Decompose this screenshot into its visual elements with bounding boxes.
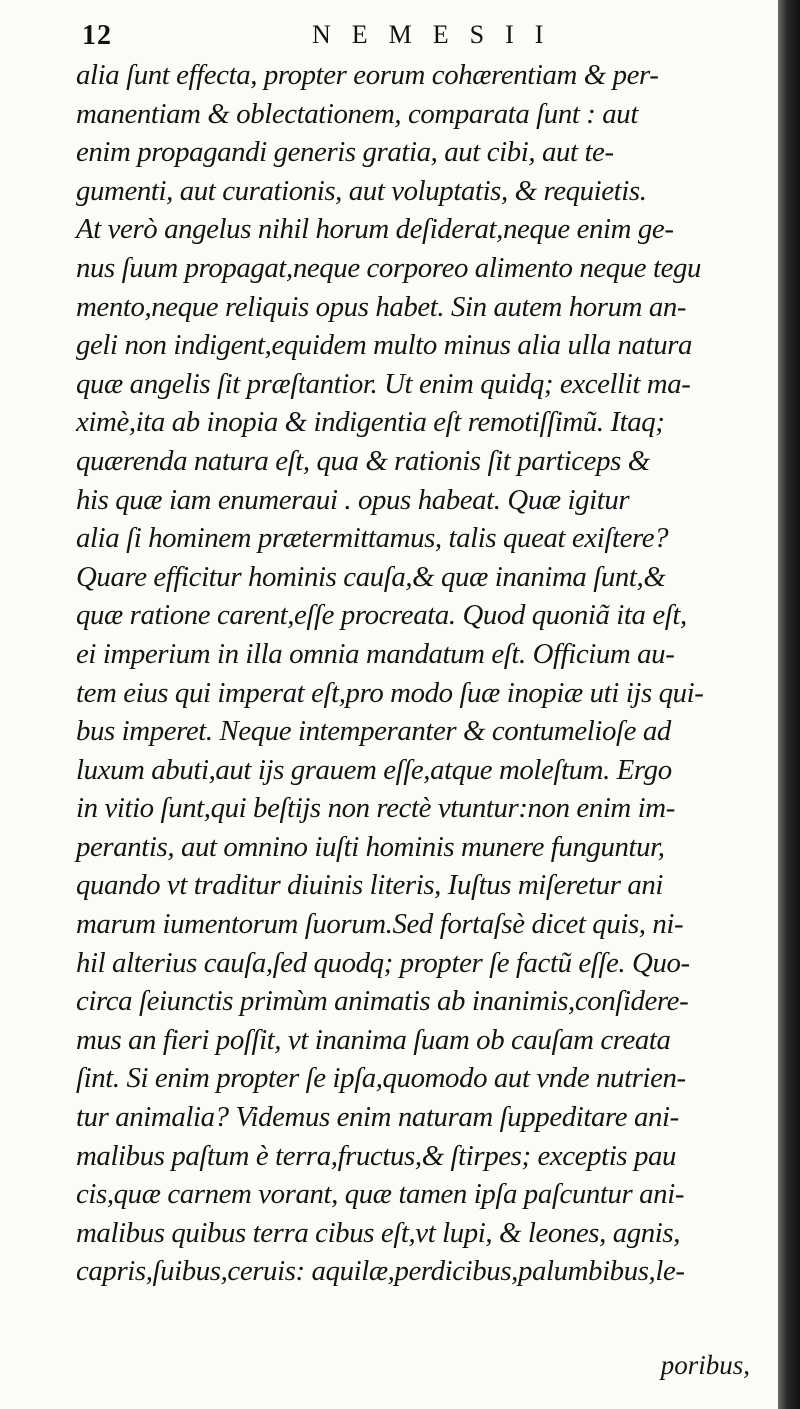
text-line: enim propagandi generis gratia, aut cibi, aut te-	[76, 136, 614, 169]
text-line: circa ſeiunctis primùm animatis ab inanimis,conſidere-	[76, 985, 689, 1018]
text-line: in vitio ſunt,qui beſtijs non rectè vtuntur:non enim im-	[76, 792, 675, 825]
text-line: mus an fieri poſſit, vt inanima ſuam ob cauſam creata	[76, 1023, 671, 1056]
text-line: cis,quæ carnem vorant, quæ tamen ipſa paſcuntur ani-	[76, 1178, 685, 1211]
text-line: perantis, aut omnino iuſti hominis munere funguntur,	[76, 830, 665, 863]
text-line: gumenti, aut curationis, aut voluptatis, & requietis.	[76, 174, 647, 207]
text-line: bus imperet. Neque intemperanter & contumelioſe ad	[76, 715, 671, 748]
text-line: malibus paſtum è terra,fructus,& ſtirpes; exceptis pau	[76, 1139, 677, 1172]
catchword: poribus,	[660, 1350, 750, 1380]
text-line: quærenda natura eſt, qua & rationis ſit particeps &	[76, 444, 650, 477]
text-line: manentiam & oblectationem, comparata ſunt : aut	[76, 97, 638, 130]
text-line: tur animalia? Videmus enim naturam ſuppeditare ani-	[76, 1101, 679, 1134]
text-line: geli non indigent,equidem multo minus alia ulla natura	[76, 329, 693, 362]
page-number: 12	[82, 20, 112, 51]
text-line: ei imperium in illa omnia mandatum eſt. Officium au-	[76, 637, 675, 670]
text-line: quando vt traditur diuinis literis, Iuſtus miſeretur ani	[76, 869, 664, 902]
text-line: malibus quibus terra cibus eſt,vt lupi, & leones, agnis,	[76, 1216, 681, 1249]
page-header	[82, 16, 702, 56]
text-line: luxum abuti,aut ijs grauem eſſe,atque moleſtum. Ergo	[76, 753, 672, 786]
text-line: marum iumentorum ſuorum.Sed fortaſsè dicet quis, ni-	[76, 908, 684, 941]
text-line: quæ angelis ſit præſtantior. Ut enim quidq; excellit ma-	[76, 367, 691, 400]
text-line: ſint. Si enim propter ſe ipſa,quomodo aut vnde nutrien-	[76, 1062, 686, 1095]
text-line: mento,neque reliquis opus habet. Sin autem horum an-	[76, 290, 687, 323]
text-line: Quare efficitur hominis cauſa,& quæ inanima ſunt,&	[76, 560, 666, 593]
book-spine-shadow	[778, 0, 800, 1409]
text-line: hil alterius cauſa,ſed quodq; propter ſe factũ eſſe. Quo-	[76, 946, 690, 979]
text-line: At verò angelus nihil horum deſiderat,neque enim ge-	[76, 213, 674, 246]
text-line: alia ſi hominem prætermittamus, talis queat exiſtere?	[76, 522, 669, 555]
text-line: nus ſuum propagat,neque corporeo alimento neque tegu	[76, 251, 702, 284]
text-line: tem eius qui imperat eſt,pro modo ſuæ inopiæ uti ijs qui-	[76, 676, 704, 709]
running-head: NEMESII	[312, 20, 565, 49]
body-text	[76, 56, 776, 1291]
text-line: ximè,ita ab inopia & indigentia eſt remotiſſimũ. Itaq;	[76, 406, 665, 439]
text-line: capris,ſuibus,ceruis: aquilæ,perdicibus,palumbibus,le-	[76, 1255, 685, 1288]
text-line: quæ ratione carent,eſſe procreata. Quod quoniã ita eſt,	[76, 599, 687, 632]
text-line: his quæ iam enumeraui . opus habeat. Quæ igitur	[76, 483, 630, 516]
text-line: alia ſunt effecta, propter eorum cohærentiam & per-	[76, 59, 659, 91]
